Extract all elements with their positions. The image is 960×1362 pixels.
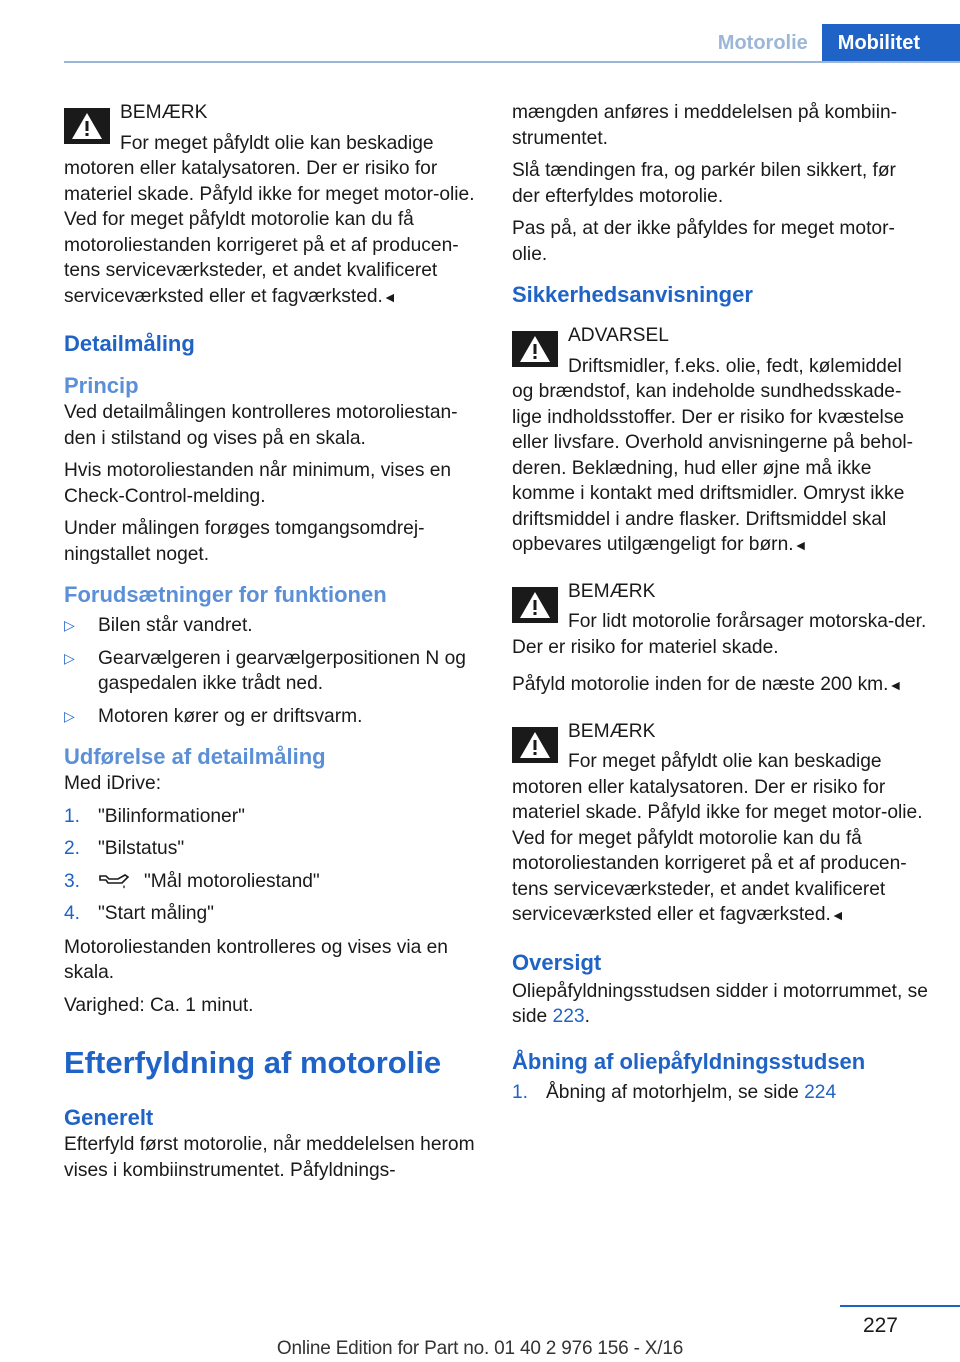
bullet-triangle-icon: ▷	[64, 707, 75, 724]
step-text: Åbning af motorhjelm, se side	[546, 1081, 799, 1103]
end-mark-icon: ◄	[382, 288, 397, 305]
note-text: For lidt motorolie forårsager motorska-der. Der er risiko for materiel skade.	[512, 611, 927, 658]
paragraph: Varighed: Ca. 1 minut.	[64, 994, 254, 1016]
paragraph: Pas på, at der ikke påfyldes for meget motor-olie.	[512, 218, 895, 265]
end-mark-icon: ◄	[830, 907, 845, 923]
page-number: 227	[862, 1314, 898, 1337]
list-item	[64, 646, 480, 697]
paragraph: Slå tændingen fra, og parkér bilen sikkert, før der efterfyldes motorolie.	[512, 160, 896, 207]
list-item	[64, 704, 480, 730]
paragraph	[512, 979, 928, 1030]
paragraph: Efterfyld først motorolie, når meddelelsen herom vises i kombiinstrumentet. Påfyldnings-	[64, 1134, 475, 1181]
note-text: For meget påfyldt olie kan beskadige motoren eller katalysatoren. Der er risiko for materiel skade. Påfyld ikke for meget motor-olie. Ved for meget påfyldt motorolie kan du få motoroliestanden korrigeret på et af producen-tens serviceværksteder, et andet kvalificeret serviceværksted eller et fagværksted.	[64, 132, 475, 307]
warning-triangle-icon	[512, 587, 558, 623]
step-list	[64, 804, 480, 927]
left-column	[64, 100, 480, 1190]
oil-level-icon	[98, 872, 130, 890]
list-item	[64, 804, 480, 830]
punctuation: .	[584, 1006, 590, 1027]
bullet-list	[64, 613, 480, 729]
edition-footer: Online Edition for Part no. 01 40 2 976 156 - X/16	[276, 1338, 684, 1359]
paragraph: Under målingen forøges tomgangsomdrej-ningstallet noget.	[64, 518, 425, 565]
warning-triangle-icon	[512, 331, 558, 367]
right-column	[512, 100, 928, 1113]
paragraph: Hvis motoroliestanden når minimum, vises en Check-Control-melding.	[64, 460, 452, 507]
list-item	[64, 869, 480, 895]
note-text: For meget påfyldt olie kan beskadige motoren eller katalysatoren. Der er risiko for materiel skade. Påfyld ikke for meget motor-olie. Ved for meget påfyldt motorolie kan du få motoroliestanden korrigeret på et af producen-tens serviceværksteder, et andet kvalificeret serviceværksted eller et fagværksted.	[512, 751, 923, 925]
step-text: "Bilstatus"	[98, 838, 185, 859]
step-number: 2.	[64, 838, 81, 859]
note-text: Driftsmidler, f.eks. olie, fedt, kølemiddel og brændstof, kan indeholde sundhedsskade-lige indholdsstoffer. Der er risiko for kvæstelse eller livsfare. Overhold anvisningerne på behol-deren. Beklædning, hud eller øjne må ikke komme i kontakt med driftsmidler. Omryst ikke driftsmiddel i andre flasker. Driftsmiddel skal opbevares utilgængeligt for børn.	[512, 355, 914, 555]
note-warning	[512, 323, 928, 559]
step-number: 1.	[512, 1081, 529, 1103]
end-mark-icon: ◄	[793, 537, 808, 553]
heading-princip: Princip	[64, 373, 139, 398]
note-text: Påfyld motorolie inden for de næste 200 km.	[512, 674, 889, 695]
heading-forudsaetninger: Forudsætninger for funktionen	[64, 582, 387, 607]
tab-mobilitet[interactable]: Mobilitet	[822, 24, 960, 62]
page-link-223[interactable]: 223	[552, 1006, 585, 1027]
note-label: ADVARSEL	[568, 325, 669, 346]
step-text: "Start måling"	[98, 903, 214, 924]
warning-triangle-icon	[512, 727, 558, 763]
step-number: 4.	[64, 903, 81, 924]
note-caution-2	[512, 579, 928, 661]
paragraph-text: Oliepåfyldningsstudsen sidder i motorrummet, se side	[512, 980, 928, 1027]
heading-udfoerelse: Udførelse af detailmåling	[64, 744, 326, 769]
list-item-text: Bilen står vandret.	[98, 615, 253, 636]
note-label: BEMÆRK	[568, 580, 656, 602]
paragraph: Ved detailmålingen kontrolleres motoroliestan-den i stilstand og vises på en skala.	[64, 402, 458, 449]
paragraph	[512, 672, 928, 699]
note-caution-1	[64, 100, 480, 310]
list-item	[512, 1080, 928, 1106]
footer-rule	[840, 1305, 960, 1307]
paragraph: Med iDrive:	[64, 773, 162, 794]
heading-sikkerhedsanvisninger: Sikkerhedsanvisninger	[512, 282, 753, 307]
heading-aabning: Åbning af oliepåfyldningsstudsen	[512, 1048, 866, 1074]
list-item	[64, 836, 480, 862]
tab-motorolie[interactable]: Motorolie	[717, 32, 808, 54]
step-text: "Mål motoroliestand"	[144, 870, 320, 892]
chapter-tabs	[704, 24, 960, 62]
end-mark-icon: ◄	[888, 677, 903, 693]
paragraph: Motoroliestanden kontrolleres og vises via en skala.	[64, 936, 448, 983]
page-link-224[interactable]: 224	[804, 1081, 837, 1103]
warning-triangle-icon	[64, 108, 110, 144]
bullet-triangle-icon: ▷	[64, 649, 75, 666]
step-number: 1.	[64, 805, 81, 827]
note-label: BEMÆRK	[120, 102, 208, 123]
step-number: 3.	[64, 870, 81, 892]
heading-detailmaaling: Detailmåling	[64, 331, 195, 356]
note-caution-3	[512, 719, 928, 929]
step-list	[512, 1080, 928, 1106]
list-item	[64, 613, 480, 639]
heading-oversigt: Oversigt	[512, 949, 602, 975]
list-item-text: Gearvælgeren i gearvælgerpositionen N og gaspedalen ikke trådt ned.	[98, 647, 466, 694]
list-item-text: Motoren kører og er driftsvarm.	[98, 705, 363, 727]
heading-generelt: Generelt	[64, 1105, 154, 1130]
note-label: BEMÆRK	[568, 720, 656, 742]
step-text: "Bilinformationer"	[98, 805, 245, 827]
heading-efterfyldning: Efterfyldning af motorolie	[64, 1045, 442, 1080]
header-rule	[64, 61, 960, 63]
bullet-triangle-icon: ▷	[64, 617, 75, 633]
list-item	[64, 901, 480, 927]
paragraph: mængden anføres i meddelelsen på kombiin-strumentet.	[512, 102, 898, 149]
